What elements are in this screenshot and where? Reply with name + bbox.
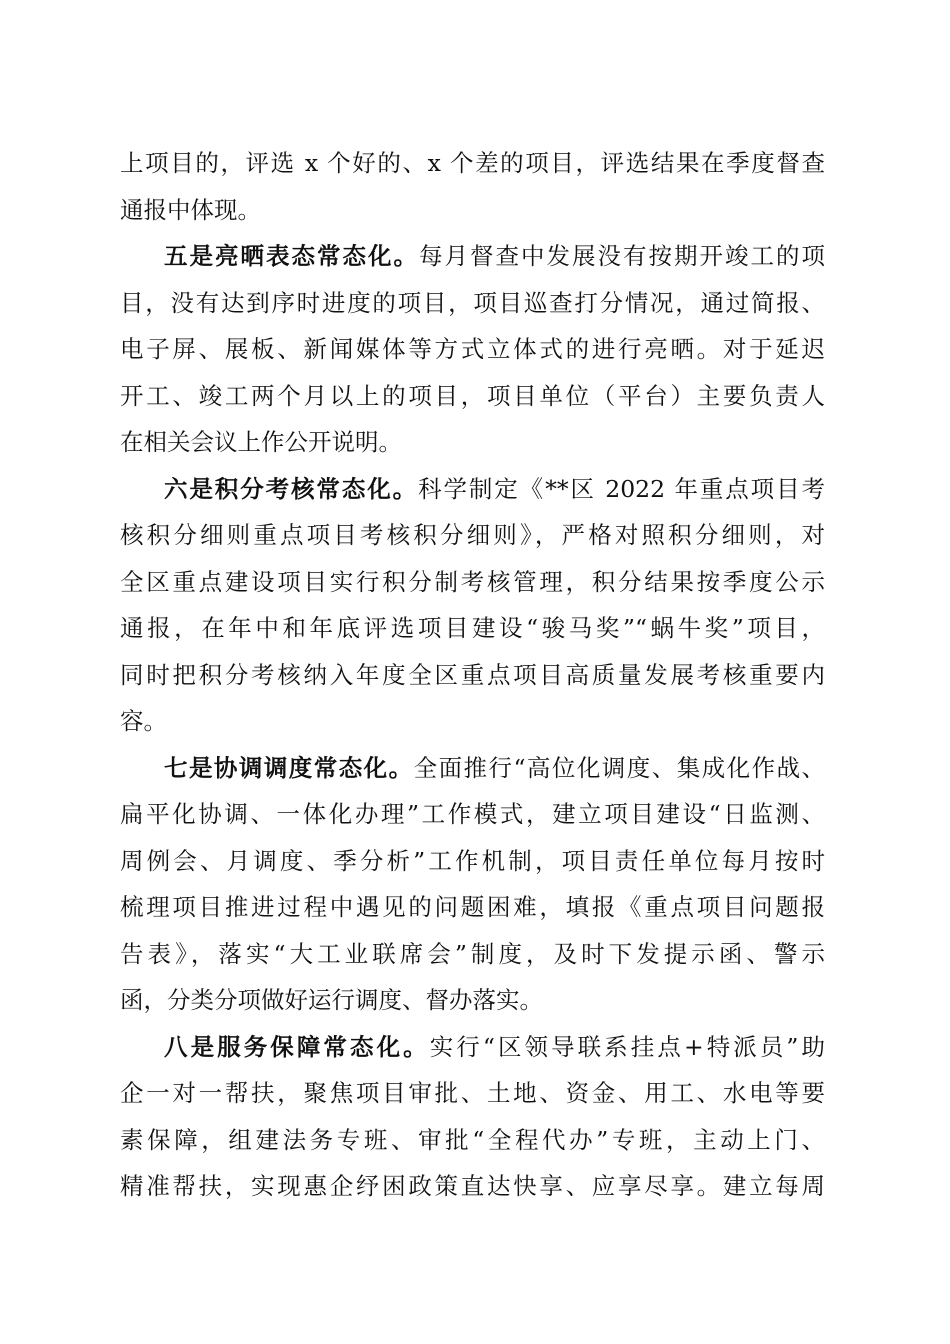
text-line: 扁平化协调、一体化办理”工作模式，建立项目建设“日监测、 xyxy=(120,800,825,828)
paragraph-text: 每月督查中发展没有按期开竣工的项 xyxy=(419,242,825,270)
paragraph-8 xyxy=(120,1024,825,1210)
paragraph-text: 全面推行“高位化调度、集成化作战、 xyxy=(413,753,825,782)
text-line xyxy=(120,1024,825,1071)
text-line: 企一对一帮扶，聚焦项目审批、土地、资金、用工、水电等要 xyxy=(120,1079,825,1107)
text-line: 在相关会议上作公开说明。 xyxy=(120,428,402,456)
paragraph-7 xyxy=(120,745,825,1024)
paragraph-heading: 五是亮晒表态常态化。 xyxy=(164,242,419,270)
text-line: 容。 xyxy=(120,707,167,735)
text-line: 同时把积分考核纳入年度全区重点项目高质量发展考核重要内 xyxy=(120,660,825,689)
text-line: 梳理项目推进过程中遇见的问题困难，填报《重点项目问题报 xyxy=(120,893,825,921)
text-line: 周例会、月调度、季分析”工作机制，项目责任单位每月按时 xyxy=(120,846,825,875)
document-body xyxy=(120,140,825,1210)
text-line: 电子屏、展板、新闻媒体等方式立体式的进行亮晒。对于延迟 xyxy=(120,335,825,363)
text-line xyxy=(120,745,825,792)
paragraph-5 xyxy=(120,233,825,466)
paragraph-6 xyxy=(120,466,825,745)
text-line: 目，没有达到序时进度的项目，项目巡查打分情况，通过简报、 xyxy=(120,288,825,317)
paragraph-heading: 七是协调调度常态化。 xyxy=(164,753,414,782)
text-line: 告表》，落实“大工业联席会”制度，及时下发提示函、警示 xyxy=(120,939,825,968)
paragraph-heading: 六是积分考核常态化。 xyxy=(164,474,419,503)
paragraph-continued xyxy=(120,140,825,233)
paragraph-heading: 八是服务保障常态化。 xyxy=(164,1032,430,1061)
text-line xyxy=(120,466,825,513)
text-line: 函，分类分项做好运行调度、督办落实。 xyxy=(120,986,543,1014)
text-line: 精准帮扶，实现惠企纾困政策直达快享、应享尽享。建立每周 xyxy=(120,1172,825,1200)
paragraph-text: 科学制定《**区 2022 年重点项目考 xyxy=(418,474,825,503)
text-line: 全区重点建设项目实行积分制考核管理，积分结果按季度公示 xyxy=(120,567,825,596)
paragraph-text: 实行“区领导联系挂点+特派员”助 xyxy=(429,1032,826,1061)
text-line: 通报中体现。 xyxy=(120,195,261,224)
text-line: 上项目的，评选 x 个好的、x 个差的项目，评选结果在季度督查 xyxy=(120,149,825,177)
text-line: 素保障，组建法务专班、审批“全程代办”专班，主动上门、 xyxy=(120,1125,825,1154)
text-line: 核积分细则重点项目考核积分细则》，严格对照积分细则，对 xyxy=(120,521,825,549)
text-line: 开工、竣工两个月以上的项目，项目单位（平台）主要负责人 xyxy=(120,381,825,410)
text-line: 通报，在年中和年底评选项目建设“骏马奖”“蜗牛奖”项目， xyxy=(120,614,825,642)
text-line xyxy=(120,233,825,280)
